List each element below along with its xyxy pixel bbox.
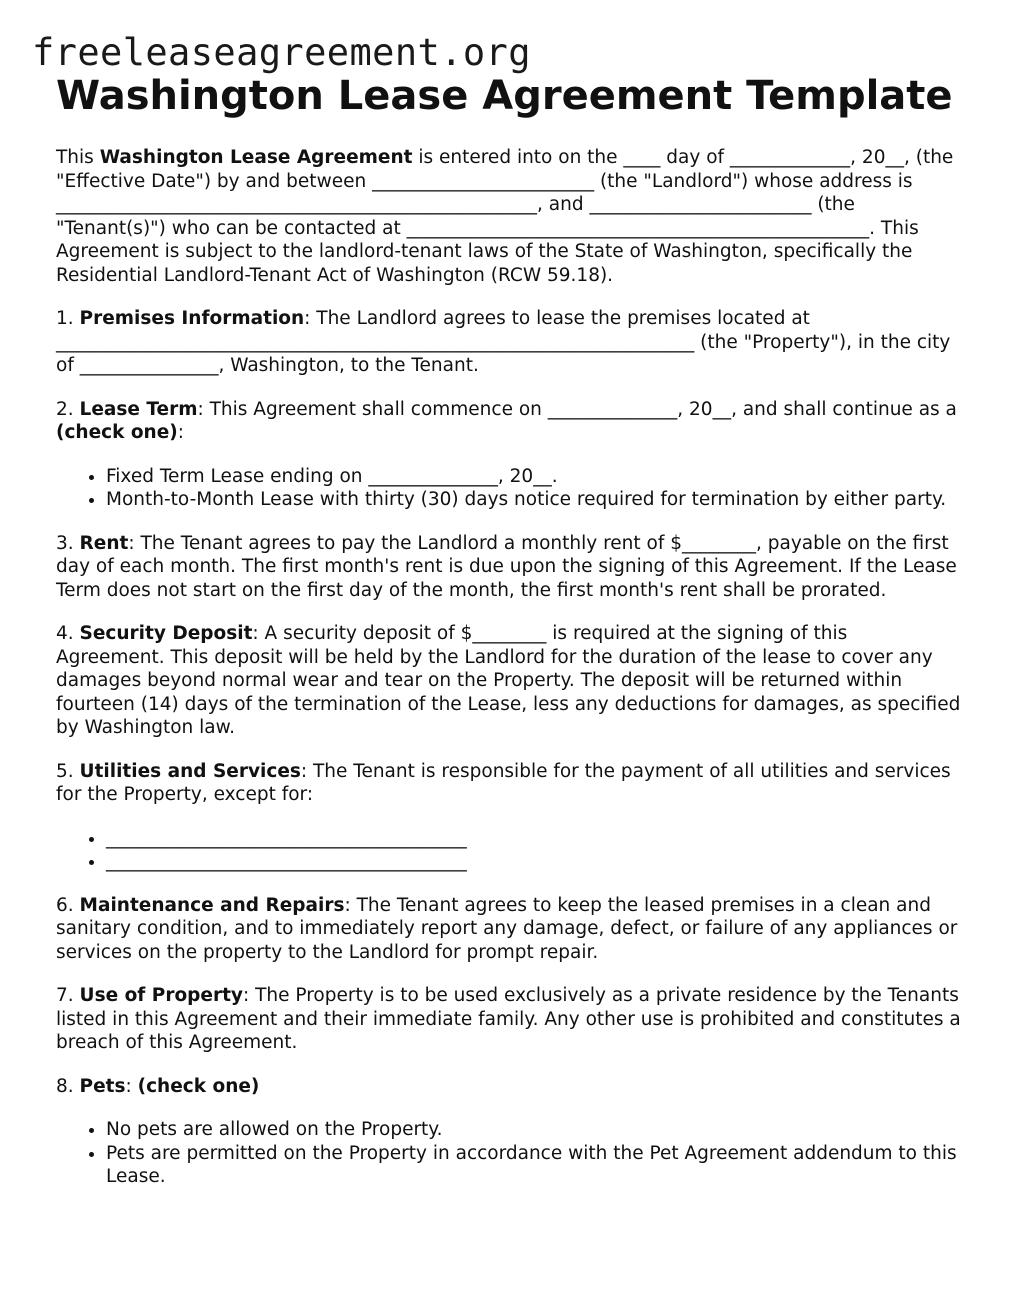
list-item: • _______________________________________ xyxy=(106,850,961,874)
section-maintenance: 6. Maintenance and Repairs: The Tenant agrees to keep the leased premises in a clean and sanitary condition, and to immediately report any damage, defect, or failure of any appliances or services on the property to the Landlord for prompt repair. xyxy=(56,894,958,963)
utilities-exceptions xyxy=(56,827,961,874)
section-security-deposit: 4. Security Deposit: A security deposit of $________ is required at the signing of this Agreement. This deposit will be held by the Landlord for the duration of the lease to cover any damages beyond normal wear and tear on the Property. The deposit will be returned within fourteen (14) days of the termination of the Lease, less any deductions for damages, as specified by Washington law. xyxy=(56,623,961,738)
section-heading: Security Deposit xyxy=(79,623,253,644)
check-one-label: (check one) xyxy=(137,1075,260,1097)
section-heading: Utilities and Services xyxy=(79,760,301,782)
check-one-label: (check one) xyxy=(56,422,178,443)
section-use-of-property: 7. Use of Property: The Property is to be used exclusively as a private residence by the Tenants listed in this Agreement and their immediate family. Any other use is prohibited and constitutes a breach of this Agreement. xyxy=(56,985,961,1053)
section-heading: Premises Information xyxy=(79,308,305,329)
section-premises: 1. Premises Information: The Landlord agrees to lease the premises located at _____________________________________________________________________ (the "Property"), in the city of _______________, Washington, to the Tenant. xyxy=(56,308,951,376)
intro-paragraph: This Washington Lease Agreement is entered into on the ____ day of _____________, 20__, (the "Effective Date") by and between ________________________ (the "Landlord") whose address is ____________________________________________________, and ________________________ (the "Tenant(s)") who can be contacted at __________________________________________________. This Agreement is subject to the landlord-tenant laws of the State of Washington, specifically the Residential Landlord-Tenant Act of Washington (RCW 59.18). xyxy=(56,147,954,286)
section-heading: Maintenance and Repairs xyxy=(79,894,345,916)
list-item: • No pets are allowed on the Property. xyxy=(106,1118,961,1142)
lease-term-options xyxy=(56,465,961,512)
section-pets: 8. Pets: (check one) xyxy=(56,1075,260,1097)
document-body xyxy=(56,146,961,1209)
section-rent: 3. Rent: The Tenant agrees to pay the Landlord a monthly rent of $________, payable on the first day of each month. The first month's rent is due upon the signing of this Agreement. If the Lease Term does not start on the first day of the month, the first month's rent shall be prorated. xyxy=(56,532,957,601)
agreement-name: Washington Lease Agreement xyxy=(99,147,413,168)
section-utilities: 5. Utilities and Services: The Tenant is responsible for the payment of all utilities and services for the Property, except for: xyxy=(56,760,951,805)
section-heading: Pets xyxy=(79,1075,126,1097)
section-heading: Lease Term xyxy=(79,398,198,420)
section-heading: Rent xyxy=(79,532,129,554)
section-lease-term: 2. Lease Term: This Agreement shall commence on ______________, 20__, and shall continue as a (check one): xyxy=(56,398,957,443)
list-item: • Pets are permitted on the Property in accordance with the Pet Agreement addendum to this Lease. xyxy=(106,1142,961,1189)
site-watermark: freeleaseagreement.org xyxy=(32,31,531,74)
list-item: • Month-to-Month Lease with thirty (30) days notice required for termination by either party. xyxy=(106,488,961,512)
section-heading: Use of Property xyxy=(79,985,243,1006)
list-item: • Fixed Term Lease ending on ______________, 20__. xyxy=(106,465,961,489)
list-item: • _______________________________________ xyxy=(106,827,961,851)
pets-options xyxy=(56,1118,961,1189)
document-title: Washington Lease Agreement Template xyxy=(56,73,953,119)
